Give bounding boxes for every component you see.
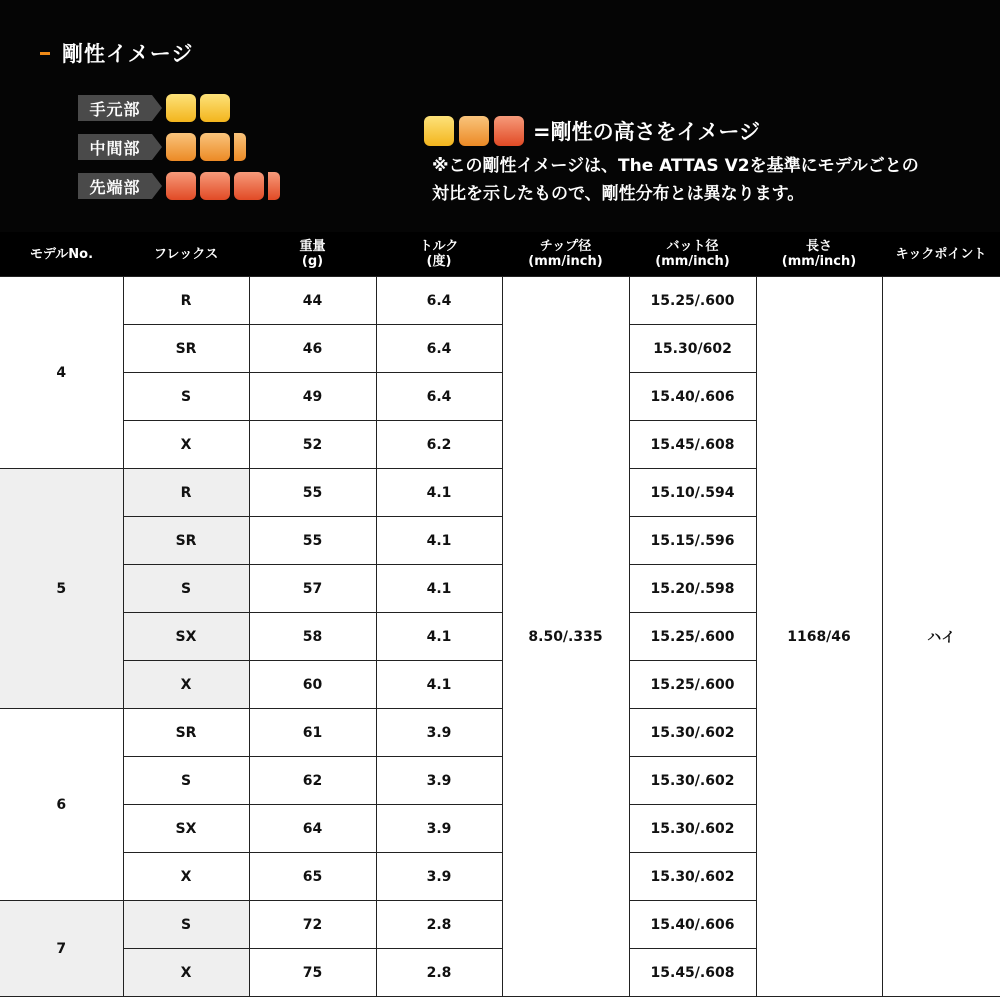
stiffness-block-icon (166, 172, 196, 200)
stiffness-blocks (166, 94, 230, 122)
header-weight: 重量 (g) (249, 232, 376, 277)
torque-cell: 6.4 (376, 325, 502, 373)
butt-cell: 15.25/.600 (629, 661, 756, 709)
butt-cell: 15.30/602 (629, 325, 756, 373)
weight-cell: 49 (249, 373, 376, 421)
flex-cell: S (123, 373, 249, 421)
flex-cell: X (123, 853, 249, 901)
flex-cell: X (123, 661, 249, 709)
spec-table (0, 232, 1000, 997)
kick-cell: ハイ (882, 277, 1000, 997)
flex-cell: X (123, 949, 249, 997)
weight-cell: 58 (249, 613, 376, 661)
stiffness-blocks (166, 172, 280, 200)
model-cell: 7 (0, 901, 123, 997)
weight-cell: 46 (249, 325, 376, 373)
weight-cell: 72 (249, 901, 376, 949)
stiffness-row-butt (78, 94, 230, 122)
torque-cell: 3.9 (376, 757, 502, 805)
torque-cell: 3.9 (376, 805, 502, 853)
weight-cell: 55 (249, 517, 376, 565)
stiffness-block-partial-icon (268, 172, 280, 200)
butt-cell: 15.30/.602 (629, 757, 756, 805)
flex-cell: X (123, 421, 249, 469)
flex-cell: SR (123, 709, 249, 757)
torque-cell: 4.1 (376, 565, 502, 613)
weight-cell: 64 (249, 805, 376, 853)
stiffness-block-icon (200, 94, 230, 122)
flex-cell: SR (123, 325, 249, 373)
legend-red-icon (494, 116, 524, 146)
header-model: モデルNo. (0, 232, 123, 277)
weight-cell: 44 (249, 277, 376, 325)
legend (424, 116, 760, 146)
stiffness-block-icon (200, 133, 230, 161)
header-butt: バット径 (mm/inch) (629, 232, 756, 277)
flex-cell: R (123, 469, 249, 517)
butt-cell: 15.40/.606 (629, 901, 756, 949)
butt-cell: 15.10/.594 (629, 469, 756, 517)
legend-orange-icon (459, 116, 489, 146)
stiffness-panel (0, 0, 1000, 232)
butt-cell: 15.25/.600 (629, 277, 756, 325)
legend-yellow-icon (424, 116, 454, 146)
flex-cell: S (123, 901, 249, 949)
torque-cell: 4.1 (376, 517, 502, 565)
weight-cell: 61 (249, 709, 376, 757)
torque-cell: 6.4 (376, 277, 502, 325)
weight-cell: 60 (249, 661, 376, 709)
stiffness-block-partial-icon (234, 133, 246, 161)
weight-cell: 52 (249, 421, 376, 469)
header-length: 長さ (mm/inch) (756, 232, 882, 277)
note: ※この剛性イメージは、The ATTAS V2を基準にモデルごとの 対比を示したもので、剛性分布とは異なります。 (432, 156, 919, 204)
torque-cell: 2.8 (376, 901, 502, 949)
stiffness-block-icon (166, 133, 196, 161)
torque-cell: 6.4 (376, 373, 502, 421)
torque-cell: 4.1 (376, 613, 502, 661)
weight-cell: 55 (249, 469, 376, 517)
weight-cell: 75 (249, 949, 376, 997)
table-row (0, 277, 1000, 325)
flex-cell: SR (123, 517, 249, 565)
butt-cell: 15.30/.602 (629, 709, 756, 757)
flex-cell: SX (123, 613, 249, 661)
stiffness-row-tip (78, 172, 280, 200)
header-flex: フレックス (123, 232, 249, 277)
butt-cell: 15.30/.602 (629, 853, 756, 901)
stiffness-row-mid (78, 133, 246, 161)
length-cell: 1168/46 (756, 277, 882, 997)
torque-cell: 3.9 (376, 709, 502, 757)
flex-cell: S (123, 757, 249, 805)
torque-cell: 3.9 (376, 853, 502, 901)
weight-cell: 65 (249, 853, 376, 901)
stiffness-block-icon (166, 94, 196, 122)
section-title: 剛性イメージ (40, 38, 193, 68)
model-cell: 6 (0, 709, 123, 901)
butt-cell: 15.25/.600 (629, 613, 756, 661)
weight-cell: 57 (249, 565, 376, 613)
header-kick: キックポイント (882, 232, 1000, 277)
butt-cell: 15.20/.598 (629, 565, 756, 613)
stiffness-block-icon (234, 172, 264, 200)
header-torque: トルク (度) (376, 232, 502, 277)
flex-cell: R (123, 277, 249, 325)
header-row (0, 232, 1000, 277)
header-tip: チップ径 (mm/inch) (502, 232, 629, 277)
tip-cell: 8.50/.335 (502, 277, 629, 997)
flex-cell: S (123, 565, 249, 613)
torque-cell: 4.1 (376, 661, 502, 709)
torque-cell: 6.2 (376, 421, 502, 469)
row-label: 手元部 (78, 95, 152, 121)
butt-cell: 15.45/.608 (629, 421, 756, 469)
butt-cell: 15.45/.608 (629, 949, 756, 997)
butt-cell: 15.15/.596 (629, 517, 756, 565)
stiffness-block-icon (200, 172, 230, 200)
stiffness-blocks (166, 133, 246, 161)
model-cell: 5 (0, 469, 123, 709)
row-label: 中間部 (78, 134, 152, 160)
dash-icon (40, 52, 50, 55)
butt-cell: 15.40/.606 (629, 373, 756, 421)
legend-text: =剛性の高さをイメージ (533, 120, 760, 144)
flex-cell: SX (123, 805, 249, 853)
weight-cell: 62 (249, 757, 376, 805)
row-label: 先端部 (78, 173, 152, 199)
model-cell: 4 (0, 277, 123, 469)
torque-cell: 4.1 (376, 469, 502, 517)
butt-cell: 15.30/.602 (629, 805, 756, 853)
torque-cell: 2.8 (376, 949, 502, 997)
